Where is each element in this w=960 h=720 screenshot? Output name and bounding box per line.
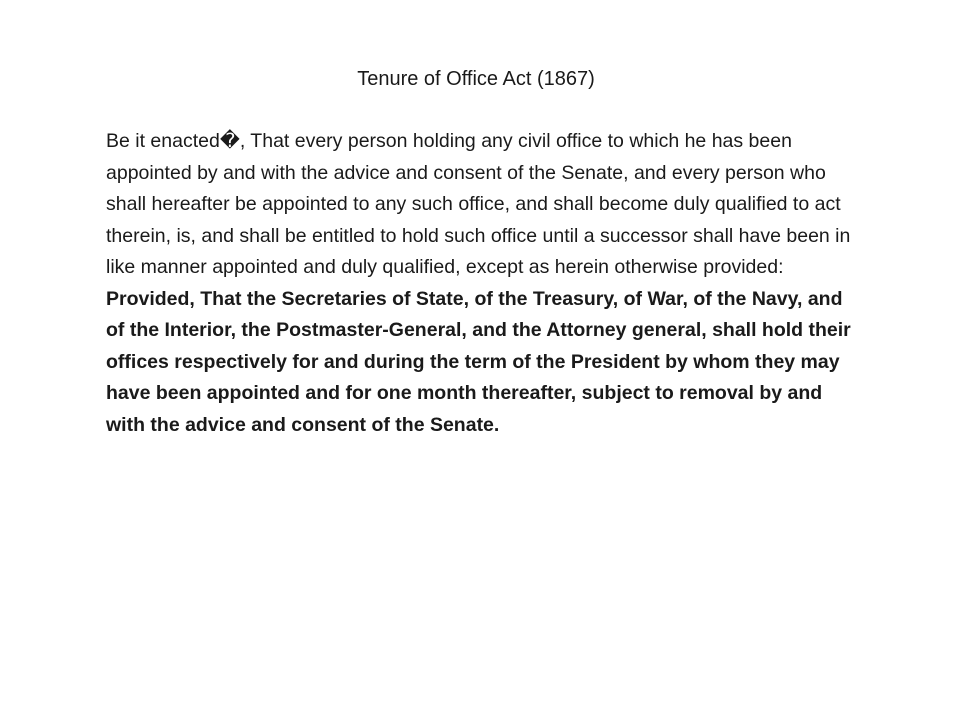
slide-title: Tenure of Office Act (1867) <box>357 68 595 90</box>
act-text <box>106 126 856 441</box>
act-text-regular: Be it enacted�, That every person holding any civil office to which he has been appointed by and with the advice and consent of the Senate, and every person who shall hereafter be appointed to any such office, and shall become duly qualified to act therein, is, and shall be entitled to hold such office until a successor shall have been in like manner appointed and duly qualified, except as herein otherwise provided: <box>106 130 851 278</box>
act-text-proviso: Provided, That the Secretaries of State, of the Treasury, of War, of the Navy, and of the Interior, the Postmaster-General, and the Attorney general, shall hold their offices respectively for and during the term of the President by whom they may have been appointed and for one month thereafter, subject to removal by and with the advice and consent of the Senate. <box>106 287 851 436</box>
